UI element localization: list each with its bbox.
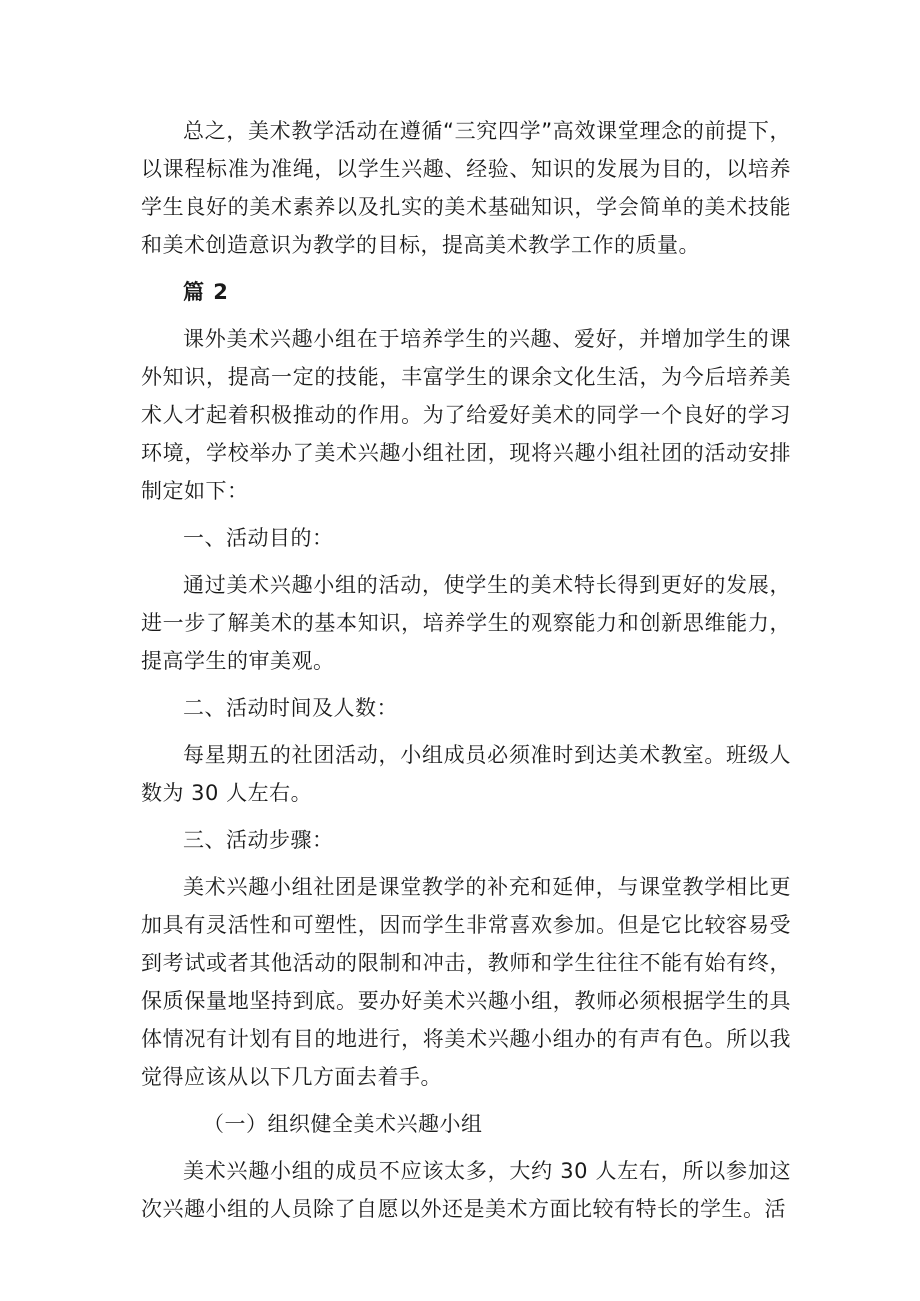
steps-paragraph: 美术兴趣小组社团是课堂教学的补充和延伸，与课堂教学相比更加具有灵活性和可塑性，因而学生非常喜欢参加。但是它比较容易受到考试或者其他活动的限制和冲击，教师和学生往往不能有始有终，保质保量地坚持到底。要办好美术兴趣小组，教师必须根据学生的具体情况有计划有目的地进行，将美术兴趣小组办的有声有色。所以我觉得应该从以下几方面去着手。 bbox=[141, 875, 791, 1089]
heading-activity-time: 二、活动时间及人数： bbox=[183, 696, 398, 720]
section-title: 篇 2 bbox=[183, 280, 229, 304]
document-page bbox=[141, 112, 791, 1228]
heading-activity-steps: 三、活动步骤： bbox=[183, 828, 334, 852]
intro-paragraph: 课外美术兴趣小组在于培养学生的兴趣、爱好，并增加学生的课外知识，提高一定的技能，丰富学生的课余文化生活，为今后培养美术人才起着积极推动的作用。为了给爱好美术的同学一个良好的学习环境，学校举办了美术兴趣小组社团，现将兴趣小组社团的活动安排制定如下： bbox=[141, 327, 791, 503]
conclusion-paragraph: 总之，美术教学活动在遵循“三究四学”高效课堂理念的前提下，以课程标准为准绳，以学生兴趣、经验、知识的发展为目的，以培养学生良好的美术素养以及扎实的美术基础知识，学会简单的美术技能和美术创造意识为教学的目标，提高美术教学工作的质量。 bbox=[141, 119, 791, 257]
time-paragraph: 每星期五的社团活动，小组成员必须准时到达美术教室。班级人数为 30 人左右。 bbox=[141, 743, 791, 805]
subheading-organize-group: （一）组织健全美术兴趣小组 bbox=[203, 1112, 483, 1136]
goal-paragraph: 通过美术兴趣小组的活动，使学生的美术特长得到更好的发展，进一步了解美术的基本知识，培养学生的观察能力和创新思维能力，提高学生的审美观。 bbox=[141, 573, 791, 673]
members-paragraph: 美术兴趣小组的成员不应该太多，大约 30 人左右，所以参加这次兴趣小组的人员除了自愿以外还是美术方面比较有特长的学生。活 bbox=[141, 1159, 791, 1221]
heading-activity-goal: 一、活动目的： bbox=[183, 526, 334, 550]
